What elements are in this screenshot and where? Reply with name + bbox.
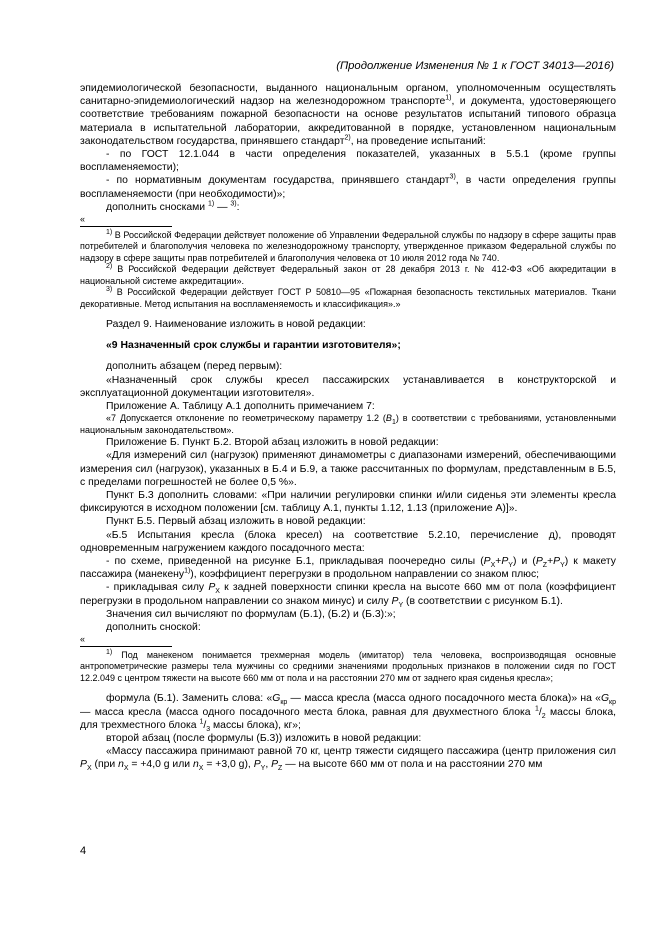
paragraph: - прикладывая силу $P_X$ к задней поверхности спинки кресла на высоте 660 мм от пола (коэффициент перегрузки в продольном направлении со знаком минус) и силу $P_Y$ (в соответствии с рисунком Б.1). [80,582,616,609]
document-body [80,82,616,772]
paragraph: дополнить сноской: [106,622,201,634]
paragraph: Приложение Б. Пункт Б.2. Второй абзац изложить в новой редакции: [106,437,439,449]
paragraph: Пункт Б.5. Первый абзац изложить в новой редакции: [106,516,366,528]
paragraph: дополнить сносками $^{1)}$ — $^{3)}$: [106,200,240,213]
footnote: $^{1)}$ Под манекеном понимается трехмерная модель (имитатор) тела человека, воспроизводящая основные антропометрические размеры тела мужчины со средними значениями продольных признаков в положении сидя по ГОСТ 12.2.049 с центром тяжести на высоте 660 мм от пола и на расстоянии 270 мм от заднего края сиденья кресла»; [80,648,616,683]
paragraph: Значения сил вычисляют по формулам (Б.1), (Б.2) и (Б.3):»; [106,608,396,620]
running-header: (Продолжение Изменения № 1 к ГОСТ 34013—2016) [336,60,614,72]
paragraph: эпидемиологической безопасности, выданного национальным органом, уполномоченным осуществлять санитарно-эпидемиологический надзор на железнодорожном транспорте$^{1)}$, и документа, удостоверяющего соответствие требованиям пожарной безопасности на основе результатов испытаний типового образца материала в испытательной лаборатории, аккредитованной в порядке, установленном национальным законодательством государства, принявшего стандарт$^{2)}$, на проведение испытаний: [80,83,617,147]
paragraph: «Назначенный срок службы кресел пассажирских устанавливается в конструкторской и эксплуатационной документации изготовителя». [80,374,616,399]
section-title: «9 Назначенный срок службы и гарантии изготовителя»; [106,340,401,352]
paragraph: Приложение А. Таблицу А.1 дополнить примечанием 7: [106,401,375,413]
paragraph: - по схеме, приведенной на рисунке Б.1, прикладывая поочередно силы $(P_X+P_Y)$ и $(P_Z+P_Y)$ к макету пассажира (манекену$^{1)}$), коэффициент перегрузки в продольном направлении со знаком плюс; [80,556,616,581]
page-number: 4 [80,845,87,857]
paragraph: дополнить абзацем (перед первым): [106,361,283,373]
paragraph: - по нормативным документам государства, принявшего стандарт$^{3)}$, в части определения группы воспламеняемости (при необходимости)»; [80,173,616,200]
note: «7 Допускается отклонение по геометрическому параметру 1.2 $(B_1)$ в соответствии с требованиями, установленными национальным законодательством». [80,413,616,435]
paragraph: «Б.5 Испытания кресла (блока кресел) на соответствие 5.2.10, перечисление д), проводят одновременным нагружением каждого посадочного места: [80,529,616,554]
footnote-divider [80,226,172,227]
paragraph: формула (Б.1). Заменить слова: «$G_{кр}$ — масса кресла (масса одного посадочного места блока)» на «$G_{кр}$ — масса кресла (масса одного посадочного места блока, равная для двухместного блока $^1/_2$ массы блока, для трехместного блока $^1/_3$ массы блока), кг»; [80,693,616,733]
footnote: $^{1)}$ В Российской Федерации действует положение об Управлении Федеральной службы по надзору в сфере защиты прав потребителей и благополучия человека по железнодорожному транспорту, утвержденное приказом Федеральной службы по надзору в сфере защиты прав потребителей и благополучия человека от 10 июля 2012 года № 740. [80,228,616,263]
footnotes-block [80,214,616,310]
footnote: $^{2)}$ В Российской Федерации действует Федеральный закон от 28 декабря 2013 г. № 412-ФЗ «Об аккредитации в национальной системе аккредитации». [80,263,616,286]
paragraph: Пункт Б.3 дополнить словами: «При наличии регулировки спинки и/или сиденья эти элементы кресла фиксируются в исходном положении [см. таблицу А.1, пункты 1.12, 1.13 (приложение А)]». [80,490,616,515]
quote-mark: « [80,634,86,645]
quote-mark: « [80,214,86,225]
paragraph: второй абзац (после формулы (Б.3)) изложить в новой редакции: [106,732,422,744]
footnote-divider [80,646,172,647]
paragraph: Раздел 9. Наименование изложить в новой редакции: [106,319,366,331]
paragraph: «Для измерений сил (нагрузок) применяют динамометры с диапазонами измерений, обеспечивающими измерения сил (нагрузок), указанных в Б.4 и Б.9, а также рассчитанных по формулам, представленным в Б.5, с пределами погрешностей не более 0,5 %». [80,450,616,488]
footnotes-block [80,634,616,684]
paragraph: - по ГОСТ 12.1.044 в части определения показателей, указанных в 5.5.1 (кроме группы воспламеняемости); [80,149,616,174]
footnote: $^{3)}$ В Российской Федерации действует ГОСТ Р 50810—95 «Пожарная безопасность текстильных материалов. Ткани декоративные. Метод испытания на воспламеняемость и классификация».» [80,286,616,309]
paragraph: «Массу пассажира принимают равной 70 кг, центр тяжести сидящего пассажира (центр приложения сил $P_X$ (при $n_X = +4,0$ g или $n_X = +3,0$ g), $P_Y$, $P_Z$ — на высоте 660 мм от пола и на расстоянии 270 мм [80,746,616,773]
